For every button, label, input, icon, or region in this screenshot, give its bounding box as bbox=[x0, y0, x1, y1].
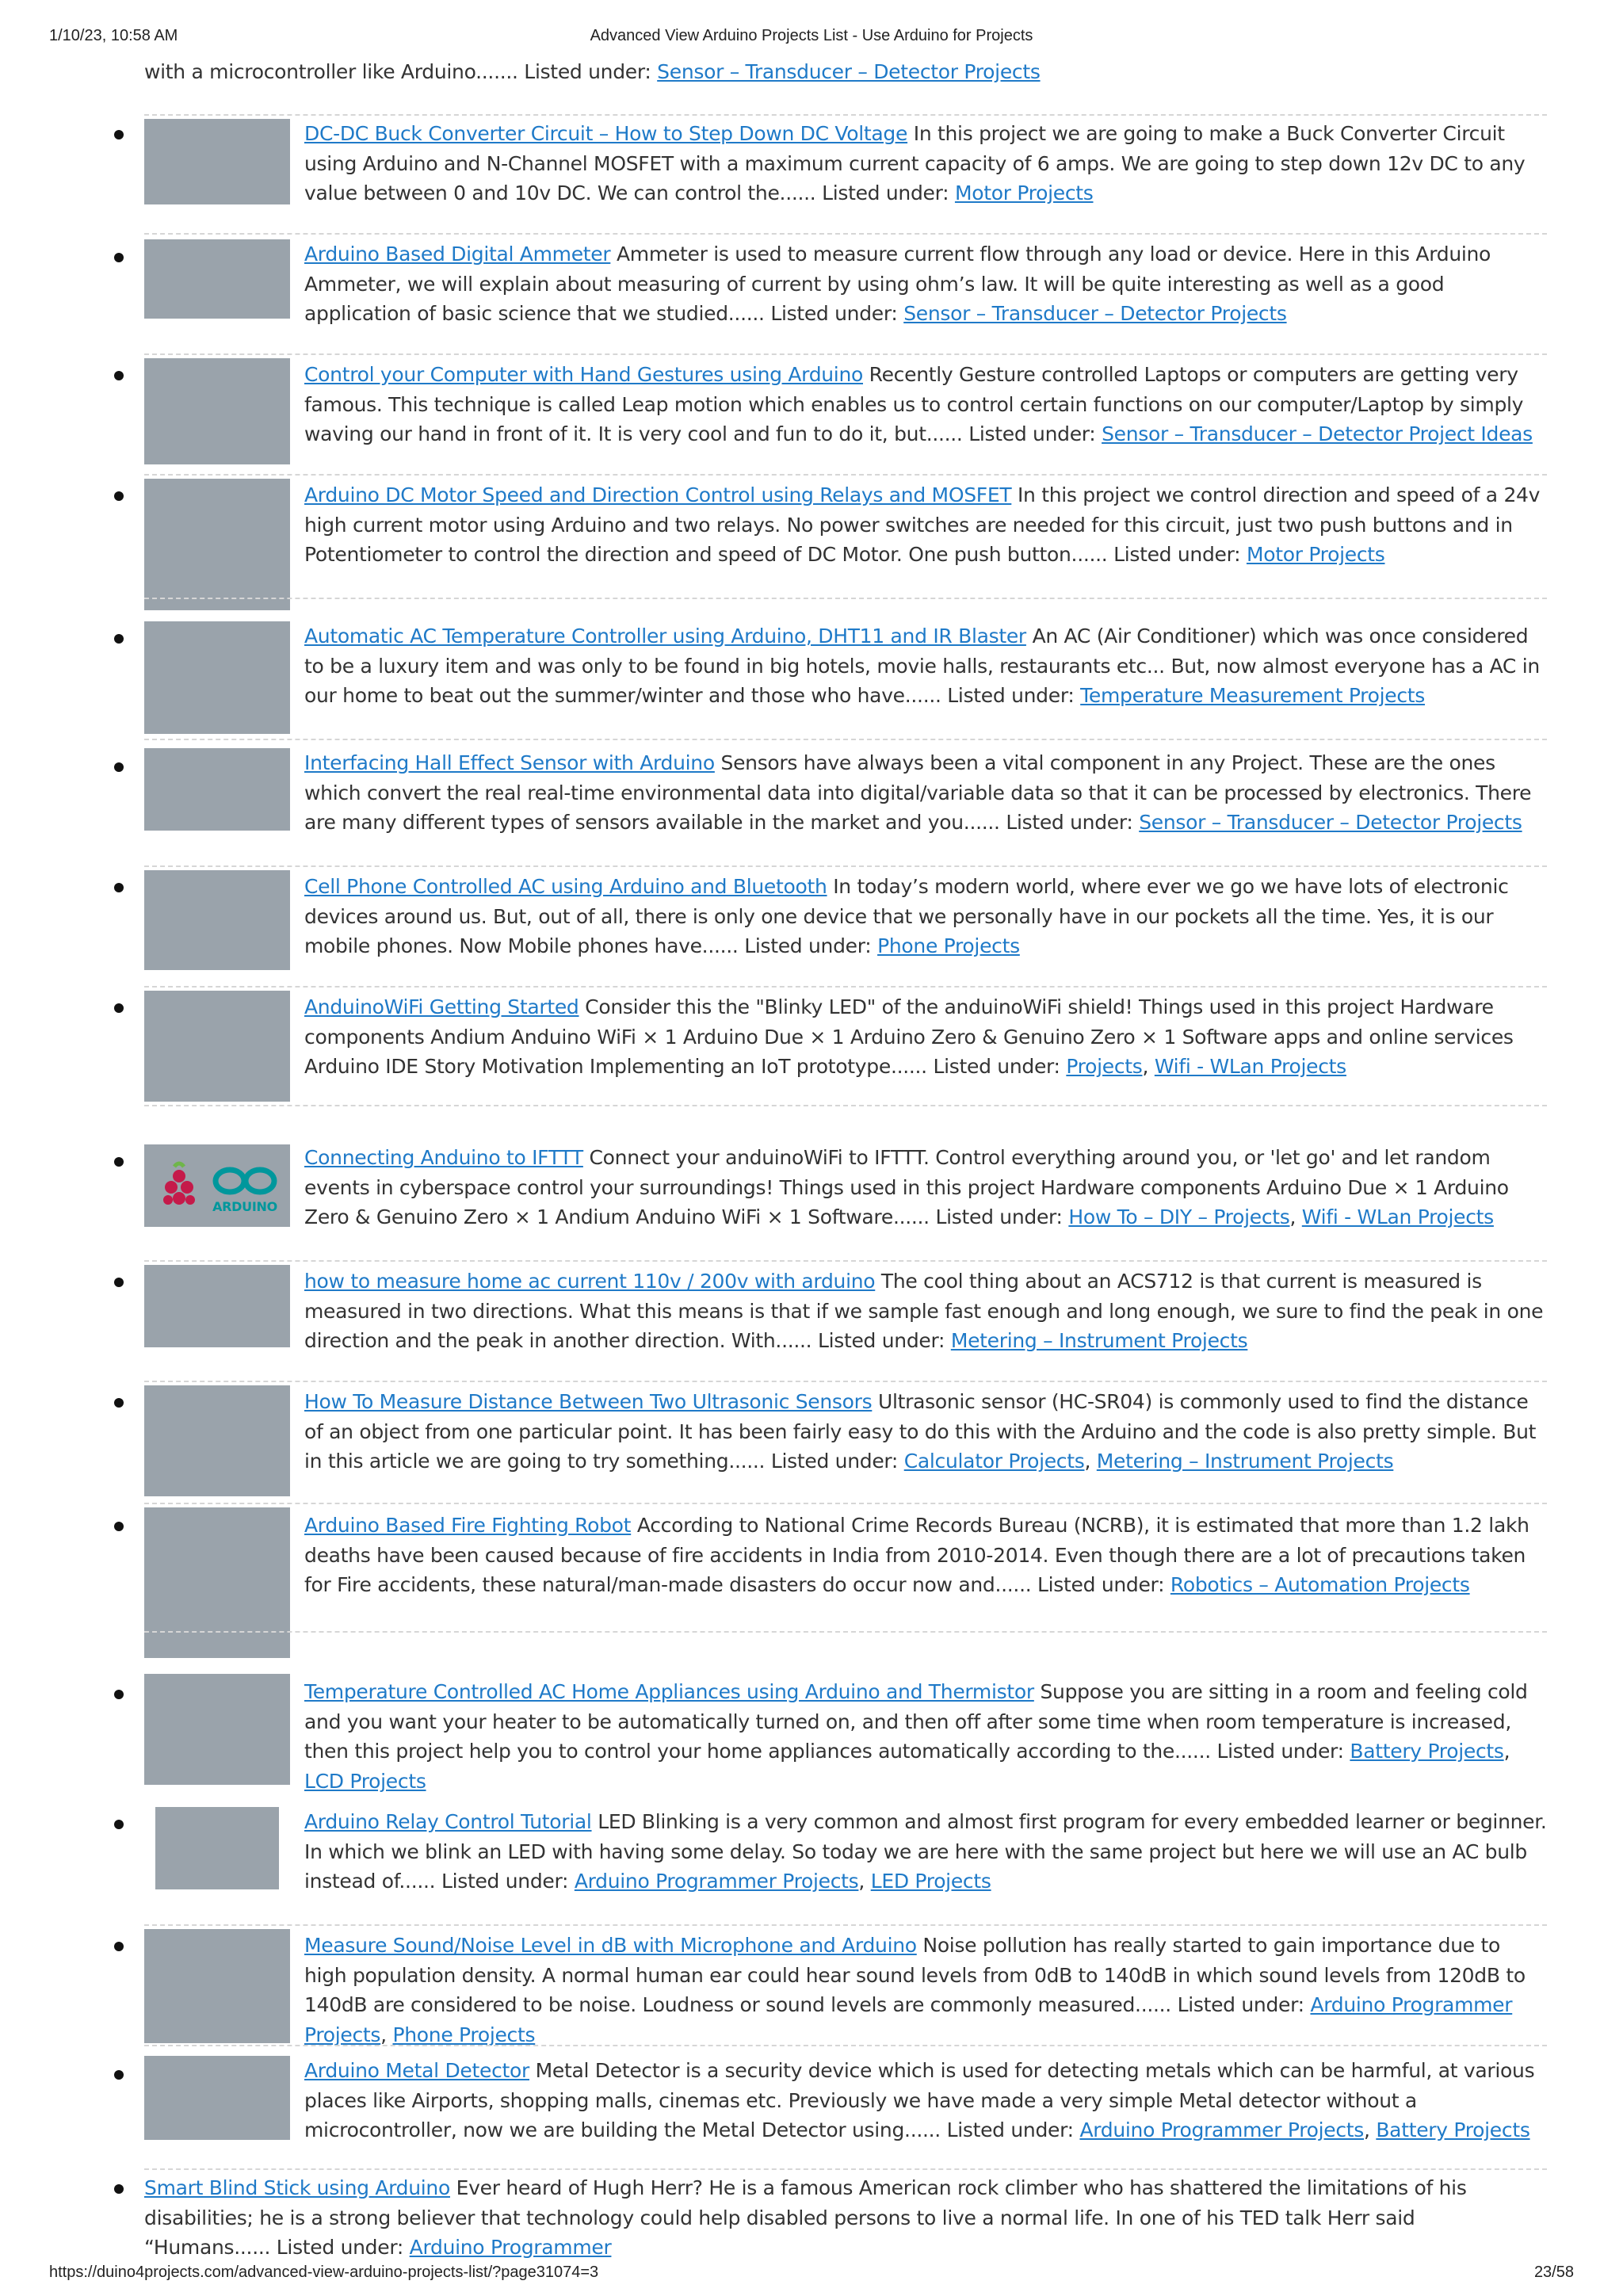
listed-under-label: Listed under: bbox=[1006, 811, 1140, 834]
bullet-icon bbox=[114, 634, 124, 644]
list-item bbox=[144, 1503, 1547, 1631]
bullet-icon bbox=[114, 1820, 124, 1829]
item-category-link[interactable]: Arduino Programmer Projects bbox=[574, 1870, 859, 1893]
item-category-link[interactable]: Phone Projects bbox=[877, 934, 1020, 957]
item-title-link[interactable]: Arduino Based Fire Fighting Robot bbox=[304, 1514, 632, 1537]
item-category-link[interactable]: Battery Projects bbox=[1376, 2118, 1530, 2141]
item-title-link[interactable]: Cell Phone Controlled AC using Arduino and Bluetooth bbox=[304, 875, 827, 898]
item-divider bbox=[144, 2168, 1547, 2170]
item-excerpt: An AC (Air Conditioner) which was once considered to be a luxury item and was only to be found in big hotels, movie halls, restaurants etc... But, now almost everyone has a AC in our home to beat out the summer/winter and those who have...... bbox=[304, 625, 1540, 707]
anduino-wifi-thumbnail[interactable] bbox=[144, 991, 290, 1102]
bullet-icon bbox=[114, 1690, 124, 1699]
hall-sensor-thumbnail[interactable] bbox=[144, 748, 290, 831]
item-category-link[interactable]: Projects bbox=[1066, 1055, 1143, 1078]
bullet-icon bbox=[114, 491, 124, 501]
listed-under-label: Listed under: bbox=[441, 1870, 575, 1893]
bullet-icon bbox=[114, 130, 124, 139]
item-excerpt: Connect your anduinoWiFi to IFTTT. Control everything around you, or 'let go' and let random events in cyberspace control your surroundings! Things used in this project Hardware components Arduino Due × 1 Arduino Zero & Genuino Zero × 1 Andium Anduino WiFi × 1 Software...... bbox=[304, 1146, 1509, 1228]
item-text bbox=[304, 360, 1547, 449]
lead-category-link[interactable]: Sensor – Transducer – Detector Projects bbox=[657, 60, 1041, 83]
item-category-link[interactable]: Metering – Instrument Projects bbox=[950, 1329, 1248, 1352]
list-item bbox=[144, 2045, 1547, 2165]
print-page-title: Advanced View Arduino Projects List - Use Arduino for Projects bbox=[590, 27, 1033, 44]
dc-motor-thumbnail[interactable] bbox=[144, 479, 290, 610]
lead-text bbox=[144, 57, 1547, 87]
listed-under-label: Listed under: bbox=[1177, 1993, 1311, 2016]
list-item bbox=[144, 986, 1547, 1105]
item-text: AnduinoWiFi Getting Started Consider this the "Blinky LED" of the anduinoWiFi shield! Things used in this project Hardware components Andium Anduino WiFi × 1 Arduino Due × 1 Arduino Zero & Genuino Zero × 1 Software apps and online services Arduino IDE Story Motivation Implementing an IoT prototype...... Listed under: Projects, Wifi - WLan Projects bbox=[304, 995, 1514, 1078]
item-divider bbox=[144, 114, 1547, 116]
item-title-link[interactable]: how to measure home ac current 110v / 200v with arduino bbox=[304, 1270, 876, 1293]
item-text: Measure Sound/Noise Level in dB with Microphone and Arduino Noise pollution has really started to gain importance due to high population density. A normal human ear could hear sound levels from 0dB to 140dB in which sound levels from 120dB to 140dB are considered to be noise. Loudness or sound levels are commonly measured...... Listed under: Arduino Programmer Projects, Phone Projects bbox=[304, 1934, 1526, 2046]
buck-converter-thumbnail[interactable] bbox=[144, 119, 290, 204]
item-text: How To Measure Distance Between Two Ultrasonic Sensors Ultrasonic sensor (HC-SR04) is commonly used to find the distance of an object from one particular point. It has been fairly easy to do this with the Arduino and the code is also pretty simple. But in this article we are going to try something...... Listed under: Calculator Projects, Metering – Instrument Projects bbox=[304, 1390, 1537, 1473]
list-item bbox=[144, 1924, 1547, 2045]
logo-text: ARDUINO bbox=[212, 1199, 277, 1214]
list-item bbox=[144, 1631, 1547, 1807]
item-excerpt: Ultrasonic sensor (HC-SR04) is commonly used to find the distance of an object from one particular point. It has been fairly easy to do this with the Arduino and the code is also pretty simple. But in this article we are going to try something...... bbox=[304, 1390, 1537, 1473]
list-item bbox=[144, 233, 1547, 353]
item-text bbox=[304, 1511, 1547, 1600]
item-excerpt: Suppose you are sitting in a room and feeling cold and you want your heater to be automatically turned on, and then off after some time when room temperature is increased, then this project help you to control your home appliances automatically according to the...... bbox=[304, 1680, 1528, 1763]
item-text bbox=[304, 872, 1547, 961]
item-category-link[interactable]: Phone Projects bbox=[392, 2023, 536, 2046]
item-divider bbox=[144, 353, 1547, 355]
listed-under-label: Listed under: bbox=[770, 302, 904, 325]
list-item bbox=[144, 1807, 1547, 1924]
ac-controller-thumbnail[interactable] bbox=[144, 621, 290, 734]
bullet-icon bbox=[114, 1398, 124, 1408]
listed-under-label: Listed under: bbox=[1113, 543, 1247, 566]
bullet-icon bbox=[114, 1157, 124, 1167]
phone-ac-thumbnail[interactable] bbox=[144, 870, 290, 970]
item-category-link[interactable]: Arduino Programmer Projects bbox=[304, 1993, 1513, 2046]
item-title-link[interactable]: Arduino DC Motor Speed and Direction Control using Relays and MOSFET bbox=[304, 483, 1012, 506]
listed-under-label: Listed under: bbox=[933, 1055, 1067, 1078]
list-item bbox=[144, 474, 1547, 594]
list-item bbox=[144, 1105, 1547, 1260]
metal-detector-thumbnail[interactable] bbox=[144, 2056, 290, 2140]
item-divider bbox=[144, 1260, 1547, 1262]
item-title-link[interactable]: Measure Sound/Noise Level in dB with Microphone and Arduino bbox=[304, 1934, 917, 1957]
item-text bbox=[144, 2173, 1547, 2263]
item-title-link[interactable]: Arduino Metal Detector bbox=[304, 2059, 529, 2082]
list-item bbox=[144, 114, 1547, 233]
item-title-link[interactable]: Arduino Relay Control Tutorial bbox=[304, 1810, 592, 1833]
item-excerpt: The cool thing about an ACS712 is that current is measured is measured in two directions. What this means is that if we sample fast enough and long enough, we sure to find the peak in one direction and the peak in another direction. With...... bbox=[304, 1270, 1544, 1352]
item-title-link[interactable]: Temperature Controlled AC Home Appliances using Arduino and Thermistor bbox=[304, 1680, 1034, 1703]
item-category-link[interactable]: Metering – Instrument Projects bbox=[1096, 1450, 1394, 1473]
item-title-link[interactable]: Interfacing Hall Effect Sensor with Arduino bbox=[304, 751, 715, 774]
listed-under-label: Listed under: bbox=[968, 422, 1102, 445]
item-excerpt: Recently Gesture controlled Laptops or computers are getting very famous. This technique is called Leap motion which enables us to control certain functions on our computer/Laptop by simply waving our hand in front of it. It is very cool and fun to do it, but...... bbox=[304, 363, 1524, 445]
item-title-link[interactable]: AnduinoWiFi Getting Started bbox=[304, 995, 579, 1018]
item-divider bbox=[144, 739, 1547, 740]
item-category-link[interactable]: Calculator Projects bbox=[903, 1450, 1085, 1473]
print-footer bbox=[49, 2264, 1574, 2287]
listed-under-label: Listed under: bbox=[1037, 1573, 1170, 1596]
item-text bbox=[304, 239, 1547, 329]
item-category-link[interactable]: Wifi - WLan Projects bbox=[1154, 1055, 1346, 1078]
bullet-icon bbox=[114, 1003, 124, 1013]
bullet-icon bbox=[114, 1278, 124, 1287]
item-category-link[interactable]: Motor Projects bbox=[1246, 543, 1385, 566]
item-category-link[interactable]: Temperature Measurement Projects bbox=[1080, 684, 1426, 707]
list-item bbox=[144, 739, 1547, 865]
listed-under-label: Listed under: bbox=[817, 1329, 951, 1352]
item-title-link[interactable]: Automatic AC Temperature Controller using Arduino, DHT11 and IR Blaster bbox=[304, 625, 1026, 648]
bullet-icon bbox=[114, 371, 124, 380]
print-datetime: 1/10/23, 10:58 AM bbox=[49, 27, 178, 44]
item-text bbox=[304, 748, 1547, 838]
item-text bbox=[304, 621, 1547, 711]
item-category-link[interactable]: Wifi - WLan Projects bbox=[1301, 1205, 1494, 1228]
item-category-link[interactable]: Sensor – Transducer – Detector Projects bbox=[1139, 811, 1522, 834]
bullet-icon bbox=[114, 253, 124, 262]
item-text bbox=[304, 119, 1547, 208]
item-divider bbox=[144, 474, 1547, 476]
bullet-icon bbox=[114, 2184, 124, 2194]
item-excerpt: In today’s modern world, where ever we go we have lots of electronic devices around us. But, out of all, there is only one device that we personally have in our pockets all the time. Yes, it is our mobile phones. Now Mobile phones have...... bbox=[304, 875, 1509, 957]
item-category-link[interactable]: LCD Projects bbox=[304, 1769, 426, 1793]
listed-under-label: Listed under: bbox=[1216, 1740, 1350, 1763]
bullet-icon bbox=[114, 1942, 124, 1951]
listed-under-label: Listed under: bbox=[770, 1450, 904, 1473]
list-item bbox=[144, 353, 1547, 474]
item-divider bbox=[144, 986, 1547, 988]
item-category-link[interactable]: LED Projects bbox=[870, 1870, 991, 1893]
listed-under-label: Listed under: bbox=[947, 684, 1081, 707]
item-title-link[interactable]: DC-DC Buck Converter Circuit – How to Step Down DC Voltage bbox=[304, 122, 908, 145]
listed-under-label: Listed under: bbox=[946, 2118, 1080, 2141]
item-excerpt: In this project we control direction and speed of a 24v high current motor using Arduino and two relays. No power switches are needed for this circuit, just two push buttons and in Potentiometer to control the direction and speed of DC Motor. One push button...... bbox=[304, 483, 1541, 566]
item-title-link[interactable]: Connecting Anduino to IFTTT bbox=[304, 1146, 583, 1169]
print-page-number: 23/58 bbox=[1533, 2264, 1574, 2281]
item-divider bbox=[144, 1924, 1547, 1926]
lead-excerpt: with a microcontroller like Arduino....... Listed under: bbox=[144, 60, 658, 83]
relay-thumbnail[interactable] bbox=[155, 1807, 279, 1889]
item-divider bbox=[144, 1105, 1547, 1106]
item-divider bbox=[144, 233, 1547, 235]
item-divider bbox=[144, 1381, 1547, 1382]
item-category-link[interactable]: Arduino Programmer Projects bbox=[1079, 2118, 1365, 2141]
item-divider bbox=[144, 865, 1547, 867]
arduino-logo-icon bbox=[144, 1144, 290, 1227]
listed-under-label: Listed under: bbox=[276, 2236, 410, 2259]
item-divider bbox=[144, 1503, 1547, 1504]
bullet-icon bbox=[114, 2070, 124, 2080]
list-item bbox=[144, 865, 1547, 986]
item-excerpt: Ammeter is used to measure current flow through any load or device. Here in this Arduino Ammeter, we will explain about measuring of current by using ohm’s law. It will be quite interesting as well as a good application of basic science that we studied...... bbox=[304, 243, 1491, 325]
list-item bbox=[144, 1260, 1547, 1381]
item-text bbox=[304, 1266, 1547, 1356]
item-title-link[interactable]: Control your Computer with Hand Gestures using Arduino bbox=[304, 363, 863, 386]
listed-under-label: Listed under: bbox=[744, 934, 878, 957]
print-url: https://duino4projects.com/advanced-view-arduino-projects-list/?page31074=3 bbox=[49, 2264, 599, 2281]
item-text: Arduino Relay Control Tutorial LED Blinking is a very common and almost first program for every embedded learner or beginner. In which we blink an LED with having some delay. So today we are here with the same project but here we will use an AC bulb instead of...... Listed under: Arduino Programmer Projects, LED Projects bbox=[304, 1810, 1547, 1893]
bullet-icon bbox=[114, 1522, 124, 1531]
item-title-link[interactable]: How To Measure Distance Between Two Ultrasonic Sensors bbox=[304, 1390, 873, 1413]
listed-under-label: Listed under: bbox=[822, 181, 955, 204]
list-item bbox=[144, 598, 1547, 737]
hand-gesture-thumbnail[interactable] bbox=[144, 358, 290, 464]
item-category-link[interactable]: Motor Projects bbox=[954, 181, 1094, 204]
item-excerpt: Noise pollution has really started to gain importance due to high population density. A normal human ear could hear sound levels from 0dB to 140dB in which sound levels from 120dB to 140dB are considered to be noise. Loudness or sound levels are commonly measured...... bbox=[304, 1934, 1526, 2016]
item-title-link[interactable]: Smart Blind Stick using Arduino bbox=[144, 2176, 450, 2199]
thermistor-thumbnail[interactable] bbox=[144, 1674, 290, 1785]
item-category-link[interactable]: Battery Projects bbox=[1350, 1740, 1504, 1763]
bullet-icon bbox=[114, 883, 124, 892]
item-excerpt: LED Blinking is a very common and almost first program for every embedded learner or beginner. In which we blink an LED with having some delay. So today we are here with the same project but here we will use an AC bulb instead of...... bbox=[304, 1810, 1547, 1893]
item-excerpt: In this project we are going to make a Buck Converter Circuit using Arduino and N-Channel MOSFET with a maximum current capacity of 6 amps. We are going to step down 12v DC to any value between 0 and 10v DC. We can control the...... bbox=[304, 122, 1526, 204]
ultrasonic-thumbnail[interactable] bbox=[144, 1385, 290, 1496]
item-text: Arduino Metal Detector Metal Detector is a security device which is used for detecting metals which can be harmful, at various places like Airports, shopping malls, cinemas etc. Previously we have made a very simple Metal detector without a microcontroller, now we are building the Metal Detector using...... Listed under: Arduino Programmer Projects, Battery Projects bbox=[304, 2059, 1535, 2141]
item-category-link[interactable]: Arduino Programmer bbox=[409, 2236, 612, 2259]
item-divider bbox=[144, 2045, 1547, 2046]
item-category-link[interactable]: How To – DIY – Projects bbox=[1068, 1205, 1290, 1228]
item-category-link[interactable]: Sensor – Transducer – Detector Projects bbox=[903, 302, 1287, 325]
item-excerpt: Sensors have always been a vital component in any Project. These are the ones which convert the real real-time environmental data into digital/variable data so that it can be processed by electronics. There are many different types of sensors available in the market and you...... bbox=[304, 751, 1532, 834]
listed-under-label: Listed under: bbox=[935, 1205, 1069, 1228]
item-text: Temperature Controlled AC Home Appliances using Arduino and Thermistor Suppose you are sitting in a room and feeling cold and you want your heater to be automatically turned on, and then off after some time when room temperature is increased, then this project help you to control your home appliances automatically according to the...... Listed under: Battery Projects, LCD Projects bbox=[304, 1680, 1528, 1793]
item-excerpt: Ever heard of Hugh Herr? He is a famous American rock climber who has shattered the limitations of his disabilities; he is a strong believer that technology could help disabled persons to live a normal life. In one of his TED talk Herr said “Humans...... bbox=[144, 2176, 1467, 2259]
ifttt-thumbnail[interactable] bbox=[144, 1144, 290, 1227]
sound-level-thumbnail[interactable] bbox=[144, 1929, 290, 2043]
item-excerpt: Consider this the "Blinky LED" of the anduinoWiFi shield! Things used in this project Hardware components Andium Anduino WiFi × 1 Arduino Due × 1 Arduino Zero & Genuino Zero × 1 Software apps and online services Arduino IDE Story Motivation Implementing an IoT prototype...... bbox=[304, 995, 1514, 1078]
item-divider bbox=[144, 598, 1547, 599]
item-excerpt: Metal Detector is a security device which is used for detecting metals which can be harmful, at various places like Airports, shopping malls, cinemas etc. Previously we have made a very simple Metal detector without a microcontroller, now we are building the Metal Detector using...... bbox=[304, 2059, 1535, 2141]
list-item bbox=[144, 1381, 1547, 1503]
item-category-link[interactable]: Robotics – Automation Projects bbox=[1170, 1573, 1470, 1596]
item-text bbox=[304, 480, 1547, 570]
item-divider bbox=[144, 1631, 1547, 1633]
item-category-link[interactable]: Sensor – Transducer – Detector Project Ideas bbox=[1102, 422, 1533, 445]
item-excerpt: According to National Crime Records Bureau (NCRB), it is estimated that more than 1.2 lakh deaths have been caused because of fire accidents in India from 2010-2014. Even though there are a lot of precautions taken for Fire accidents, these natural/man-made disasters do occur now and...... bbox=[304, 1514, 1529, 1596]
acs712-thumbnail[interactable] bbox=[144, 1265, 290, 1347]
item-title-link[interactable]: Arduino Based Digital Ammeter bbox=[304, 243, 611, 266]
project-list bbox=[144, 0, 1547, 2296]
digital-ammeter-thumbnail[interactable] bbox=[144, 239, 290, 319]
list-item bbox=[144, 2168, 1547, 2259]
bullet-icon bbox=[114, 762, 124, 772]
item-text: Connecting Anduino to IFTTT Connect your anduinoWiFi to IFTTT. Control everything around you, or 'let go' and let random events in cyberspace control your surroundings! Things used in this project Hardware components Arduino Due × 1 Arduino Zero & Genuino Zero × 1 Andium Anduino WiFi × 1 Software...... Listed under: How To – DIY – Projects, Wifi - WLan Projects bbox=[304, 1146, 1509, 1228]
